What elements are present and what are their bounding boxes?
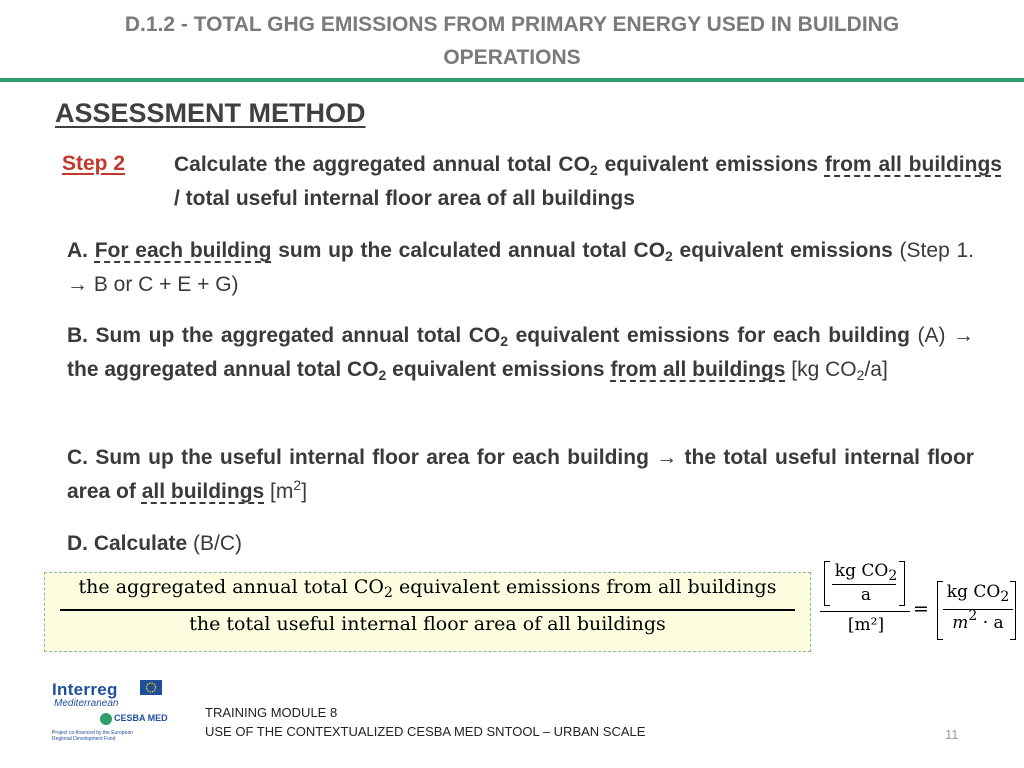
step-emphasis: from all buildings bbox=[824, 153, 1002, 176]
item-a-prefix: A. bbox=[67, 239, 95, 262]
formula-num-2: equivalent emissions from all buildings bbox=[392, 576, 777, 598]
item-c bbox=[67, 441, 974, 509]
formula-num-sub: 2 bbox=[384, 585, 393, 601]
unit-right-sub: 2 bbox=[1000, 589, 1010, 605]
unit-kgco2-top bbox=[828, 561, 904, 584]
item-b bbox=[67, 319, 974, 387]
item-c-unit: [m bbox=[264, 480, 294, 503]
item-a-sub: 2 bbox=[665, 248, 673, 264]
footer-line1: TRAINING MODULE 8 bbox=[205, 705, 338, 720]
item-a-text-2: equivalent emissions bbox=[672, 239, 893, 262]
step-text-1: Calculate the aggregated annual total CO bbox=[174, 153, 590, 176]
step-description bbox=[174, 148, 1002, 216]
equals-sign: = bbox=[913, 598, 929, 620]
unit-outer-line bbox=[820, 611, 910, 612]
item-c-text-1: C. Sum up the useful internal floor area for each building bbox=[67, 446, 657, 469]
page-number: 11 bbox=[945, 727, 959, 742]
title-divider bbox=[0, 78, 1024, 82]
unit-m: m bbox=[952, 613, 969, 633]
item-b-text-4: the aggregated annual total CO bbox=[67, 358, 379, 381]
unit-kgco2-right-text: kg CO bbox=[946, 582, 1001, 602]
unit-m2: [m²] bbox=[847, 615, 885, 635]
unit-right-line bbox=[943, 609, 1013, 610]
slide-title bbox=[40, 8, 984, 74]
unit-sub: 2 bbox=[888, 568, 898, 584]
step-text-3: / total useful internal floor area of all buildings bbox=[174, 187, 635, 210]
slide-title-line2: OPERATIONS bbox=[443, 46, 581, 69]
bracket-right bbox=[899, 561, 905, 606]
cesba-icon bbox=[100, 713, 112, 725]
unit-kgco2-right bbox=[941, 582, 1015, 605]
formula-numerator bbox=[50, 576, 805, 601]
item-c-unit-end: ] bbox=[301, 480, 308, 503]
logo-cesba-text: CESBA MED bbox=[114, 713, 168, 723]
item-b-sub-3: 2 bbox=[856, 367, 865, 383]
logo-med-text: Mediterranean bbox=[54, 698, 119, 709]
unit-kgco2-text: kg CO bbox=[834, 561, 889, 581]
formula-num-1: the aggregated annual total CO bbox=[78, 576, 385, 598]
item-b-text-2: equivalent emissions for each building bbox=[508, 324, 910, 347]
item-b-text-1: B. Sum up the aggregated annual total CO bbox=[67, 324, 501, 347]
item-b-unit: [kg CO bbox=[785, 358, 857, 381]
item-b-emphasis: from all buildings bbox=[610, 358, 786, 381]
step-sub: 2 bbox=[589, 162, 598, 178]
item-b-text-5: equivalent emissions bbox=[386, 358, 611, 381]
item-d-text-1: D. Calculate bbox=[67, 532, 188, 555]
item-c-sup: 2 bbox=[293, 477, 302, 493]
logo-cofinanced-text: Project co-financed by the European Regional Development Fund bbox=[52, 730, 133, 742]
step-label: Step 2 bbox=[62, 152, 126, 175]
item-b-sub-1: 2 bbox=[500, 333, 509, 349]
arrow-icon: → bbox=[953, 324, 975, 347]
item-d-text-2: (B/C) bbox=[187, 532, 243, 555]
section-heading: ASSESSMENT METHOD bbox=[55, 98, 366, 128]
interreg-logo bbox=[52, 680, 177, 750]
formula-fraction-line bbox=[60, 609, 795, 611]
item-a-emphasis: For each building bbox=[94, 239, 272, 262]
unit-m2a bbox=[941, 608, 1015, 633]
arrow-icon: → bbox=[67, 273, 88, 296]
unit-dot-a: · a bbox=[977, 613, 1004, 633]
formula-denominator: the total useful internal floor area of all buildings bbox=[189, 613, 666, 635]
slide-title-line1: D.1.2 - TOTAL GHG EMISSIONS FROM PRIMARY ENERGY USED IN BUILDING bbox=[124, 13, 900, 36]
item-c-emphasis: all buildings bbox=[141, 480, 265, 503]
item-b-unit-end: /a] bbox=[864, 358, 888, 381]
unit-a: a bbox=[860, 585, 872, 605]
eu-flag-icon bbox=[140, 680, 162, 695]
item-b-text-3: (A) bbox=[909, 324, 954, 347]
item-c-text-2: the total useful internal floor area of bbox=[67, 446, 974, 503]
footer-line2: USE OF THE CONTEXTUALIZED CESBA MED SNTOOL – URBAN SCALE bbox=[205, 724, 646, 739]
step-text-2: equivalent emissions bbox=[597, 153, 825, 176]
item-a-text-4: B or C + E + G) bbox=[88, 273, 239, 296]
unit-m-sup: 2 bbox=[968, 608, 978, 624]
item-d bbox=[67, 527, 974, 561]
arrow-icon: → bbox=[656, 446, 678, 469]
bracket-right-2 bbox=[1010, 581, 1016, 640]
footer bbox=[205, 703, 645, 741]
item-a-text-3: (Step 1. bbox=[892, 239, 974, 262]
item-b-sub-2: 2 bbox=[378, 367, 387, 383]
item-a-text-1: sum up the calculated annual total CO bbox=[271, 239, 666, 262]
logo-interreg-text: Interreg bbox=[52, 680, 118, 699]
item-a bbox=[67, 234, 974, 302]
